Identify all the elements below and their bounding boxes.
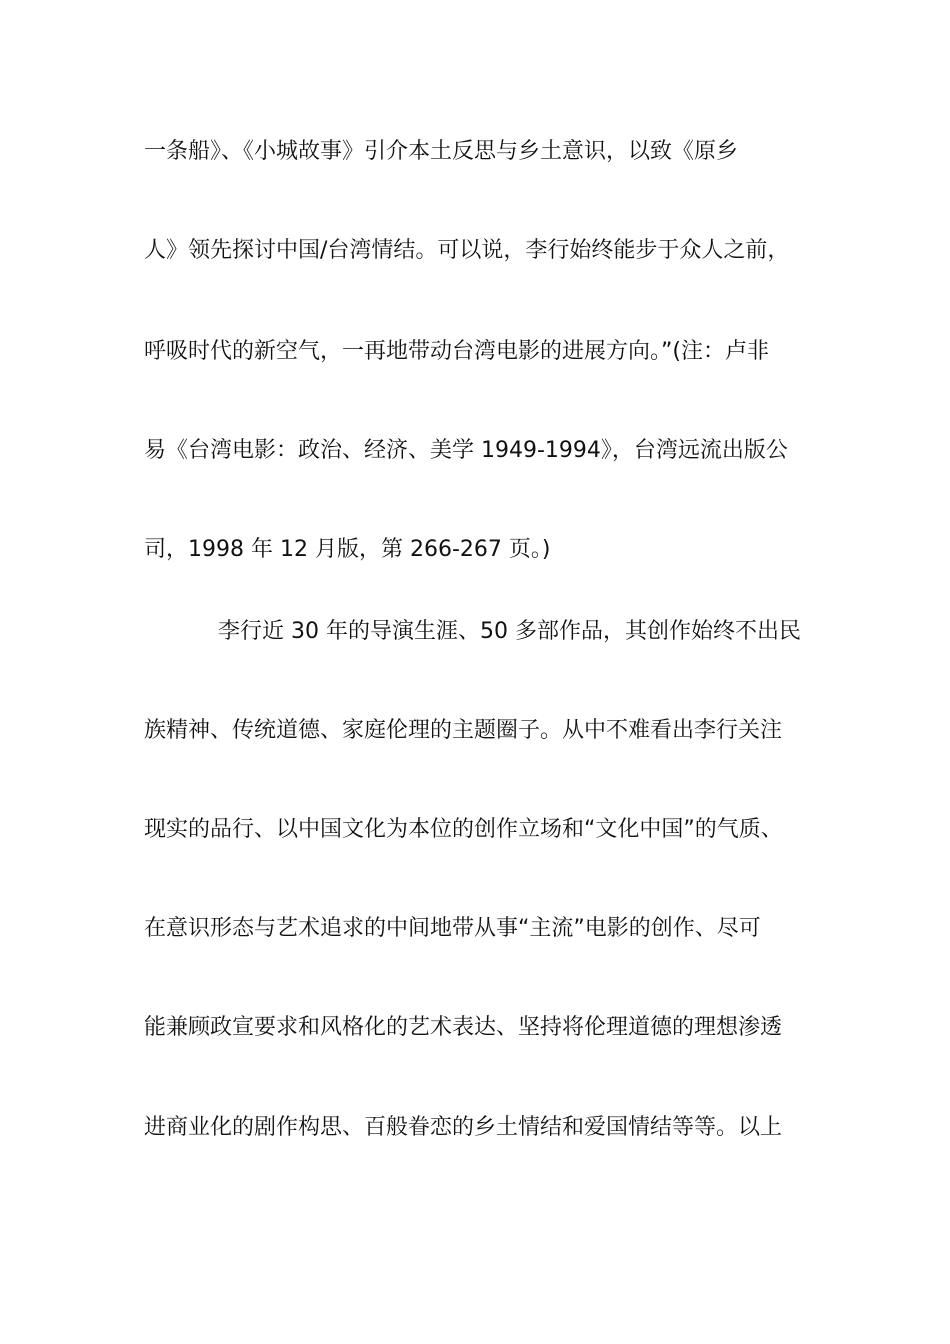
text-line-7: 族精神、传统道德、家庭伦理的主题圈子。从中不难看出李行关注 bbox=[144, 718, 783, 743]
text-line-9: 在意识形态与艺术追求的中间地带从事“主流”电影的创作、尽可 bbox=[144, 916, 761, 941]
text-line-5: 司，1998 年 12 月版，第 266-267 页。) bbox=[144, 537, 551, 562]
text-line-10: 能兼顾政宣要求和风格化的艺术表达、坚持将伦理道德的理想渗透 bbox=[144, 1015, 783, 1040]
text-line-2: 人》领先探讨中国/台湾情结。可以说，李行始终能步于众人之前， bbox=[144, 238, 790, 263]
text-line-4: 易《台湾电影：政治、经济、美学 1949-1994》，台湾远流出版公 bbox=[144, 438, 788, 463]
text-line-1: 一条船》、《小城故事》引介本土反思与乡土意识，以致《原乡 bbox=[144, 139, 739, 164]
paragraph-first-line: 李行近 30 年的导演生涯、50 多部作品，其创作始终不出民 bbox=[218, 619, 801, 644]
text-line-11: 进商业化的剧作构思、百般眷恋的乡土情结和爱国情结等等。以上 bbox=[144, 1115, 783, 1140]
text-line-8: 现实的品行、以中国文化为本位的创作立场和“文化中国”的气质、 bbox=[144, 817, 783, 842]
text-line-3: 呼吸时代的新空气，一再地带动台湾电影的进展方向。”(注：卢非 bbox=[144, 339, 769, 364]
